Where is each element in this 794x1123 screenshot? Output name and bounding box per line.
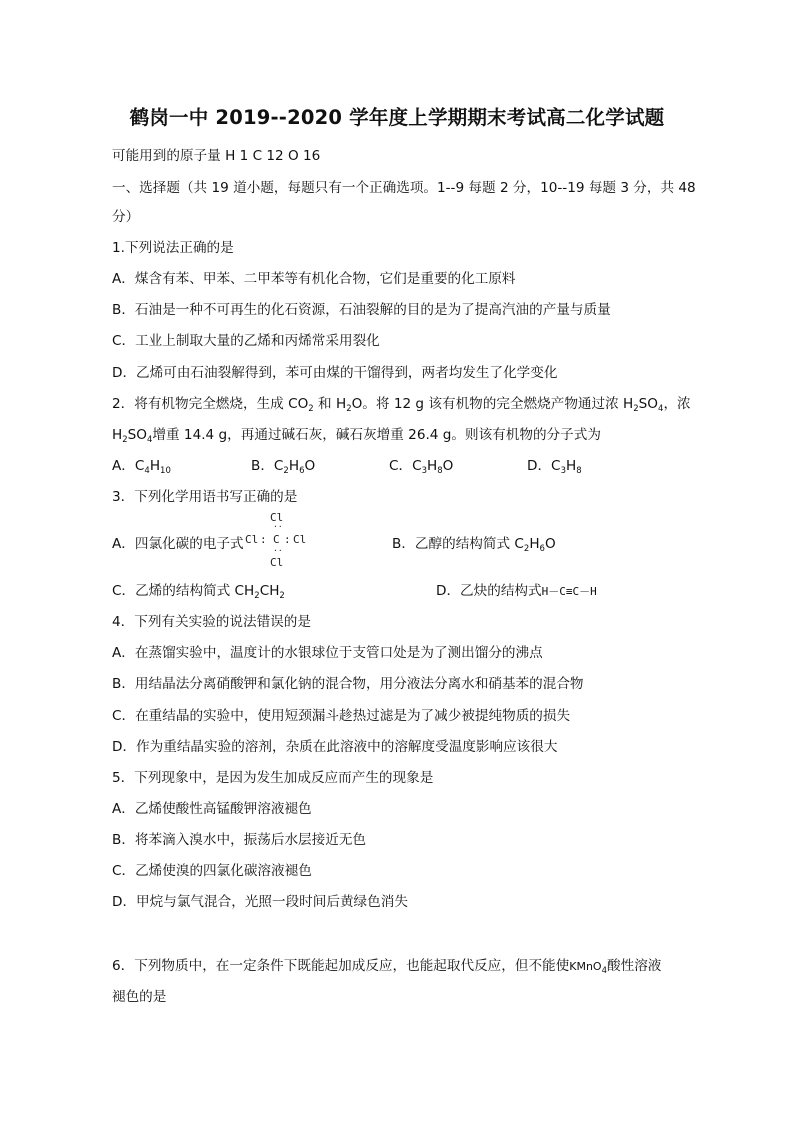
atomic-mass-line: 可能用到的原子量 H 1 C 12 O 16 bbox=[112, 148, 321, 164]
q3-option-d: D．乙炔的结构式H－C≡C－H bbox=[436, 583, 597, 599]
q1-stem: 1.下列说法正确的是 bbox=[112, 240, 234, 256]
page-title: 鹤岗一中 2019--2020 学年度上学期期末考试高二化学试题 bbox=[129, 106, 665, 129]
cl-atom-top: Cl bbox=[270, 511, 284, 524]
q5-option-d: D．甲烷与氯气混合，光照一段时间后黄绿色消失 bbox=[112, 894, 408, 910]
q3-electron-dot-diagram bbox=[245, 512, 315, 572]
q4-stem: 4．下列有关实验的说法错误的是 bbox=[112, 614, 311, 630]
q2-option-d: D．$C_3H_8$ bbox=[527, 458, 582, 476]
q4-option-a: A．在蒸馏实验中，温度计的水银球位于支管口处是为了测出馏分的沸点 bbox=[112, 645, 543, 661]
cl-atom-left: Cl bbox=[245, 533, 259, 546]
q2-option-b: B．$C_2H_6O$ bbox=[251, 458, 316, 476]
q2-option-c: C．$C_3H_8O$ bbox=[389, 458, 454, 476]
q6-stem-line2: 褪色的是 bbox=[112, 989, 167, 1005]
q5-option-b: B．将苯滴入溴水中，振荡后水层接近无色 bbox=[112, 832, 367, 848]
section-heading-line2: 分） bbox=[112, 209, 140, 225]
q3-option-a-text: A．四氯化碳的电子式 bbox=[112, 536, 244, 552]
q1-option-c: C．工业上制取大量的乙烯和丙烯常采用裂化 bbox=[112, 333, 380, 349]
q2-stem-line2: $H_2SO_4$增重 14.4 g，再通过碱石灰，碱石灰增重 26.4 g。则该有机物的分子式为 bbox=[112, 427, 601, 445]
q6-stem-line1: 6．下列物质中，在一定条件下既能起加成反应，也能起取代反应，但不能使KMnO$_4$酸性溶液 bbox=[112, 958, 662, 976]
section-heading-line1: 一、选择题（共 19 道小题，每题只有一个正确选项。1--9 每题 2 分，10--19 每题 3 分，共 48 bbox=[112, 180, 696, 196]
dots-left: : bbox=[260, 533, 267, 546]
c-atom-center: C bbox=[273, 533, 280, 546]
q5-stem: 5．下列现象中，是因为发生加成反应而产生的现象是 bbox=[112, 770, 434, 786]
q5-option-a: A．乙烯使酸性高锰酸钾溶液褪色 bbox=[112, 801, 312, 817]
q1-option-b: B．石油是一种不可再生的化石资源，石油裂解的目的是为了提高汽油的产量与质量 bbox=[112, 302, 611, 318]
dots-right: : bbox=[284, 533, 291, 546]
q2-stem-line1: 2．将有机物完全燃烧，生成 $CO_2$ 和 $H_2O$。将 12 g 该有机物的完全燃烧产物通过浓 $H_2SO_4$，浓 bbox=[112, 396, 691, 414]
q3-option-c: C．乙烯的结构简式 $CH_2CH_2$ bbox=[112, 583, 285, 601]
q5-option-c: C．乙烯使溴的四氯化碳溶液褪色 bbox=[112, 863, 312, 879]
q4-option-d: D．作为重结晶实验的溶剂，杂质在此溶液中的溶解度受温度影响应该很大 bbox=[112, 739, 558, 755]
q1-option-a: A．煤含有苯、甲苯、二甲苯等有机化合物，它们是重要的化工原料 bbox=[112, 271, 516, 287]
q1-option-d: D．乙烯可由石油裂解得到，苯可由煤的干馏得到，两者均发生了化学变化 bbox=[112, 365, 558, 381]
cl-atom-bottom: Cl bbox=[270, 556, 284, 569]
q4-option-b: B．用结晶法分离硝酸钾和氯化钠的混合物，用分液法分离水和硝基苯的混合物 bbox=[112, 676, 584, 692]
q3-stem: 3．下列化学用语书写正确的是 bbox=[112, 489, 298, 505]
dots-top: ·· bbox=[273, 522, 283, 531]
q2-option-a: A．$C_4H_{10}$ bbox=[112, 458, 171, 476]
q3-option-b: B．乙醇的结构简式 $C_2H_6O$ bbox=[392, 536, 556, 554]
cl-atom-right: Cl bbox=[293, 533, 307, 546]
q4-option-c: C．在重结晶的实验中，使用短颈漏斗趁热过滤是为了减少被提纯物质的损失 bbox=[112, 708, 571, 724]
dots-bottom: ·· bbox=[273, 546, 283, 555]
